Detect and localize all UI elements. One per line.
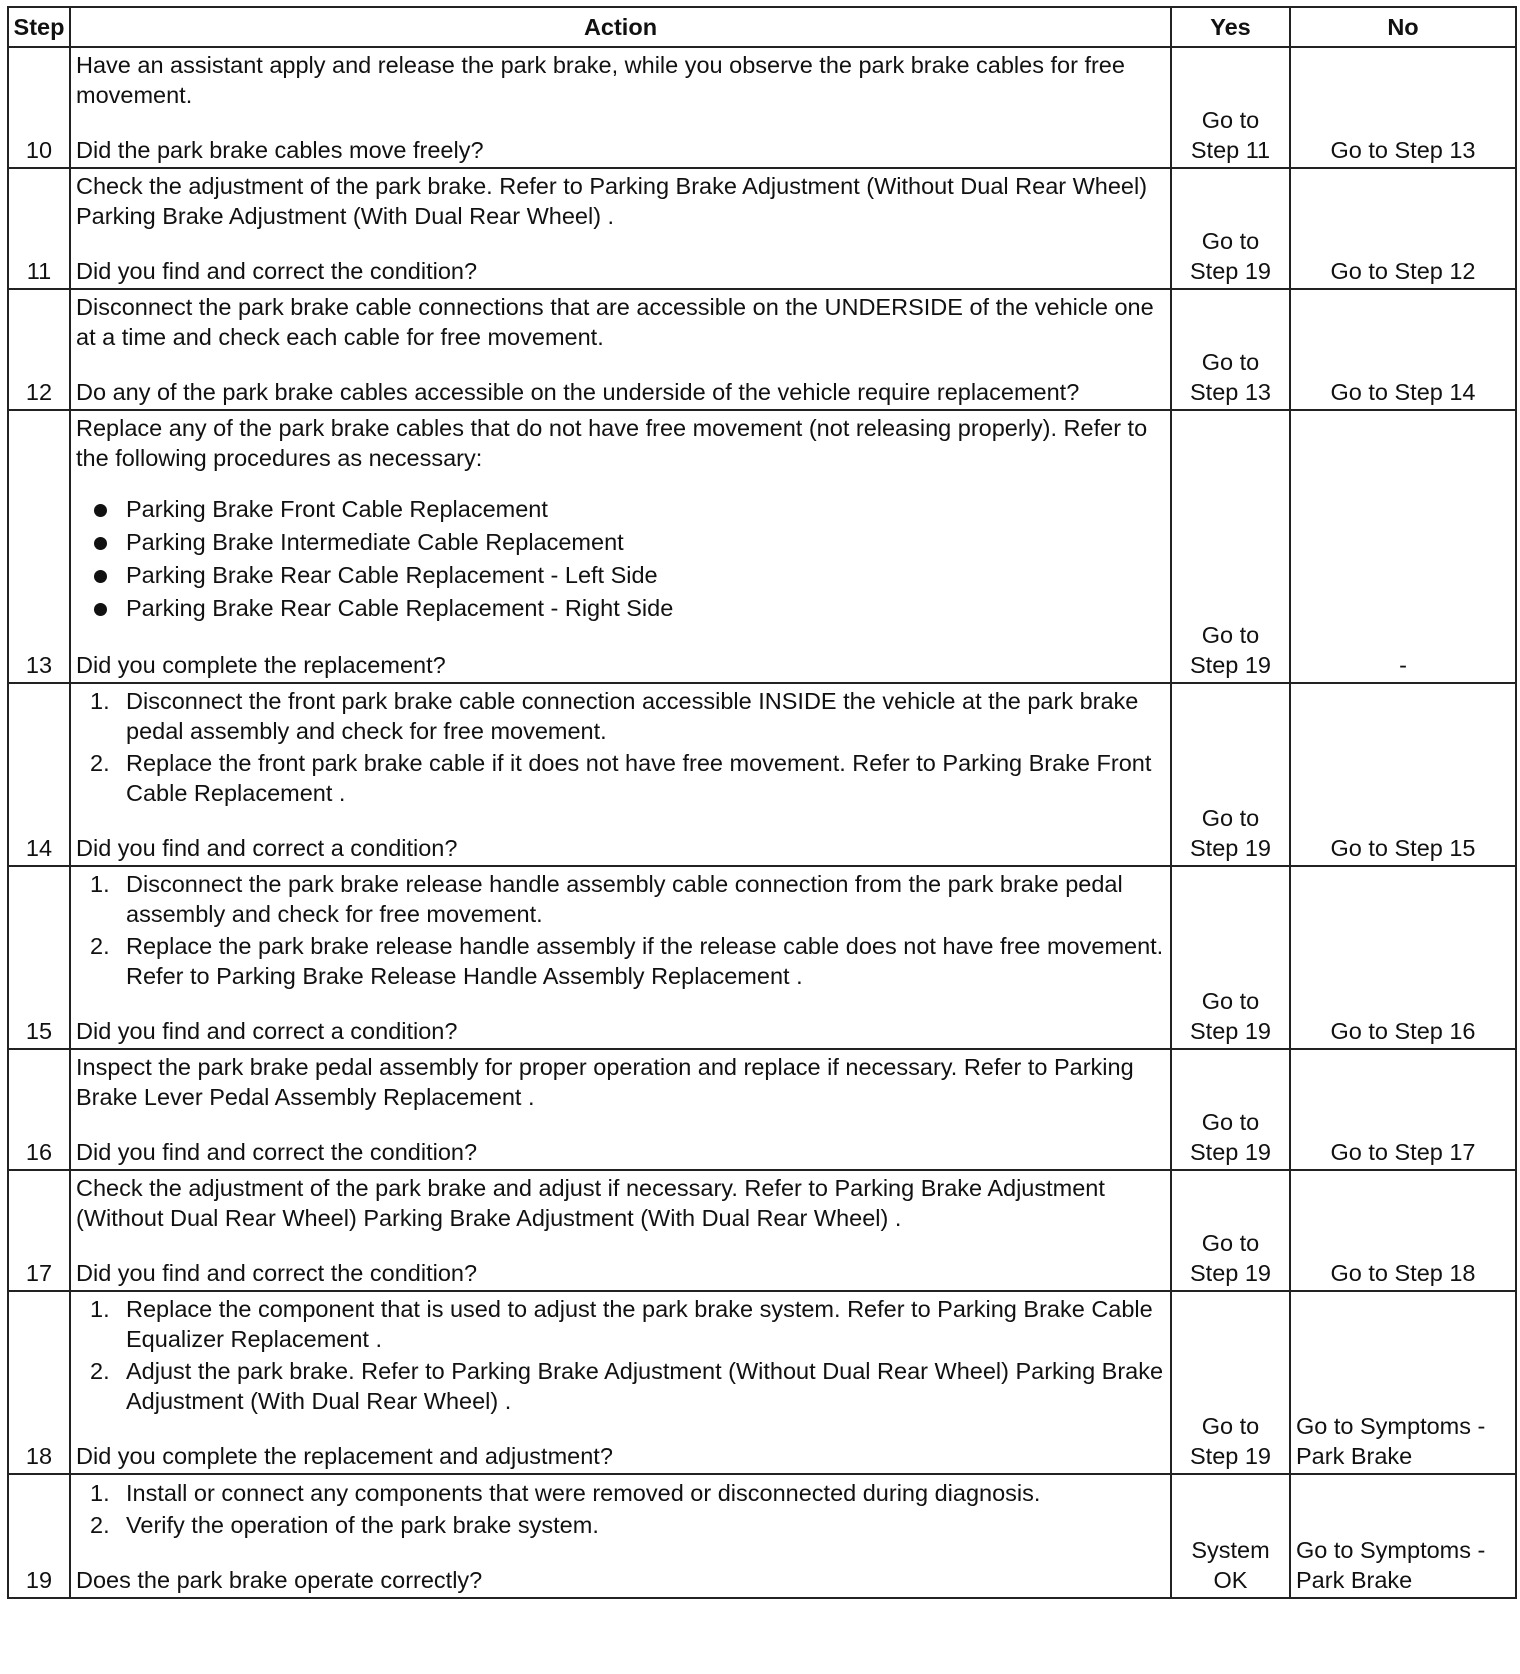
action-cell [70,168,1171,289]
step-number: 10 [8,47,70,168]
action-cell [70,866,1171,1049]
yes-result [1171,1170,1290,1291]
table-row [8,47,1516,168]
list-item-label: Disconnect the front park brake cable connection accessible INSIDE the vehicle at the park brake pedal assembly and check for free movement. [126,688,1139,744]
list-item [76,1478,1165,1508]
step-number: 18 [8,1291,70,1474]
action-text: Have an assistant apply and release the park brake, while you observe the park brake cables for free movement. [76,52,1125,108]
numbered-list [76,1478,1165,1540]
no-result [1290,168,1516,289]
list-item [76,592,1165,625]
no-result-line: Go to Step 17 [1330,1139,1476,1165]
question-text: Did you complete the replacement and adjustment? [76,1443,613,1469]
step-number: 17 [8,1170,70,1291]
action-cell [70,1049,1171,1170]
yes-result-line: Go to [1201,107,1260,133]
list-item-label: Verify the operation of the park brake system. [126,1512,599,1538]
yes-result-line: Step 19 [1189,1260,1271,1286]
yes-result [1171,47,1290,168]
numbered-list [76,869,1165,991]
header-row [8,7,1516,47]
list-item-label: Disconnect the park brake release handle assembly cable connection from the park brake pedal assembly and check for free movement. [126,871,1123,927]
yes-result [1171,866,1290,1049]
question-text: Did you find and correct the condition? [76,1260,478,1286]
no-result [1290,289,1516,410]
yes-result [1171,168,1290,289]
numbered-list [76,686,1165,808]
yes-result [1171,1474,1290,1598]
table-row [8,1474,1516,1598]
step-number: 11 [8,168,70,289]
no-result [1290,1170,1516,1291]
step-number: 13 [8,410,70,683]
table-body [8,47,1516,1598]
list-item [76,931,1165,991]
no-result [1290,1049,1516,1170]
step-number: 16 [8,1049,70,1170]
table-row [8,168,1516,289]
no-result-line: Go to Step 12 [1330,258,1476,284]
header-step: Step [8,7,70,47]
action-text: Check the adjustment of the park brake. Refer to Parking Brake Adjustment (Without Dual Rear Wheel) Parking Brake Adjustment (With Dual Rear Wheel) . [76,173,1148,229]
no-result-line: - [1399,652,1407,678]
yes-result-line: Step 19 [1189,1443,1271,1469]
header-yes: Yes [1171,7,1290,47]
action-text: Check the adjustment of the park brake and adjust if necessary. Refer to Parking Brake Adjustment (Without Dual Rear Wheel) Parking Brake Adjustment (With Dual Rear Wheel) . [76,1175,1105,1231]
yes-result [1171,1291,1290,1474]
yes-result-line: Go to [1201,1109,1260,1135]
question-text: Did you find and correct a condition? [76,835,458,861]
table-row [8,1291,1516,1474]
list-item-label: Parking Brake Rear Cable Replacement - Left Side [126,562,658,588]
question-text: Does the park brake operate correctly? [76,1567,483,1593]
no-result-line: Go to Step 13 [1330,137,1476,163]
list-item-label: Adjust the park brake. Refer to Parking Brake Adjustment (Without Dual Rear Wheel) Parking Brake Adjustment (With Dual Rear Wheel) . [126,1358,1164,1414]
yes-result-line: Step 19 [1189,652,1271,678]
numbered-list [76,1294,1165,1416]
yes-result-line: Step 19 [1189,1139,1271,1165]
yes-result-line: Go to [1201,622,1260,648]
no-result [1290,1474,1516,1598]
table-row [8,866,1516,1049]
action-cell [70,47,1171,168]
list-item [76,1294,1165,1354]
list-number: 2. [90,750,110,776]
list-number: 2. [90,933,110,959]
list-item-label: Replace the park brake release handle assembly if the release cable does not have free movement. Refer to Parking Brake Release Handle Assembly Replacement . [126,933,1164,989]
list-item [76,686,1165,746]
question-text: Did you complete the replacement? [76,652,446,678]
yes-result-line: Go to [1201,228,1260,254]
list-item-label: Parking Brake Intermediate Cable Replacement [126,529,624,555]
question-text: Did you find and correct the condition? [76,258,478,284]
procedure-list [76,493,1165,625]
yes-result-line: Go to [1201,349,1260,375]
bullet-icon [94,603,107,616]
action-cell [70,1291,1171,1474]
question-text: Did you find and correct a condition? [76,1018,458,1044]
no-result [1290,866,1516,1049]
list-item [76,493,1165,526]
list-item [76,559,1165,592]
list-item-label: Replace the component that is used to adjust the park brake system. Refer to Parking Brake Cable Equalizer Replacement . [126,1296,1153,1352]
yes-result-line: Step 11 [1190,137,1271,163]
action-cell [70,683,1171,866]
list-item [76,526,1165,559]
question-text: Do any of the park brake cables accessible on the underside of the vehicle require replacement? [76,379,1080,405]
action-text: Replace any of the park brake cables that do not have free movement (not releasing properly). Refer to the following procedures as necessary: [76,415,1148,471]
yes-result-line: System [1191,1537,1270,1563]
no-result-line: Go to Step 16 [1330,1018,1476,1044]
step-number: 12 [8,289,70,410]
header-action: Action [70,7,1171,47]
list-item-label: Install or connect any components that were removed or disconnected during diagnosis. [126,1480,1041,1506]
yes-result [1171,683,1290,866]
yes-result-line: Go to [1201,1230,1260,1256]
action-text: Disconnect the park brake cable connections that are accessible on the UNDERSIDE of the vehicle one at a time and check each cable for free movement. [76,294,1154,350]
diagnostic-table [7,6,1517,1599]
no-result [1290,1291,1516,1474]
action-text: Inspect the park brake pedal assembly for proper operation and replace if necessary. Refer to Parking Brake Lever Pedal Assembly Replacement . [76,1054,1134,1110]
yes-result-line: OK [1213,1567,1248,1593]
yes-result-line: Go to [1201,988,1260,1014]
table-row [8,1049,1516,1170]
list-item [76,1510,1165,1540]
question-text: Did you find and correct the condition? [76,1139,478,1165]
yes-result-line: Go to [1201,805,1260,831]
list-number: 2. [90,1512,110,1538]
action-cell [70,289,1171,410]
yes-result-line: Step 19 [1189,835,1271,861]
list-item-label: Replace the front park brake cable if it does not have free movement. Refer to Parking Brake Front Cable Replacement . [126,750,1152,806]
no-result [1290,410,1516,683]
list-number: 1. [90,688,110,714]
list-item [76,869,1165,929]
yes-result-line: Step 19 [1189,1018,1271,1044]
step-number: 19 [8,1474,70,1598]
question-text: Did the park brake cables move freely? [76,137,484,163]
no-result-line: Go to Step 18 [1330,1260,1476,1286]
no-result-line: Park Brake [1296,1567,1413,1593]
list-number: 1. [90,1480,110,1506]
list-number: 2. [90,1358,110,1384]
list-item-label: Parking Brake Front Cable Replacement [126,496,548,522]
yes-result [1171,289,1290,410]
list-item [76,1356,1165,1416]
action-cell [70,1474,1171,1598]
step-number: 15 [8,866,70,1049]
table-row [8,1170,1516,1291]
list-number: 1. [90,871,110,897]
no-result-line: Go to Symptoms - [1296,1413,1486,1439]
yes-result [1171,410,1290,683]
yes-result-line: Go to [1201,1413,1260,1439]
action-cell [70,410,1171,683]
table-row [8,289,1516,410]
bullet-icon [94,504,107,517]
yes-result-line: Step 13 [1189,379,1271,405]
no-result-line: Go to Symptoms - [1296,1537,1486,1563]
list-item [76,748,1165,808]
bullet-icon [94,537,107,550]
action-cell [70,1170,1171,1291]
no-result-line: Go to Step 15 [1330,835,1476,861]
list-number: 1. [90,1296,110,1322]
yes-result-line: Step 19 [1189,258,1271,284]
no-result [1290,683,1516,866]
table-row [8,683,1516,866]
table-row [8,410,1516,683]
yes-result [1171,1049,1290,1170]
no-result-line: Park Brake [1296,1443,1413,1469]
list-item-label: Parking Brake Rear Cable Replacement - Right Side [126,595,674,621]
step-number: 14 [8,683,70,866]
no-result [1290,47,1516,168]
bullet-icon [94,570,107,583]
no-result-line: Go to Step 14 [1330,379,1476,405]
header-no: No [1290,7,1516,47]
